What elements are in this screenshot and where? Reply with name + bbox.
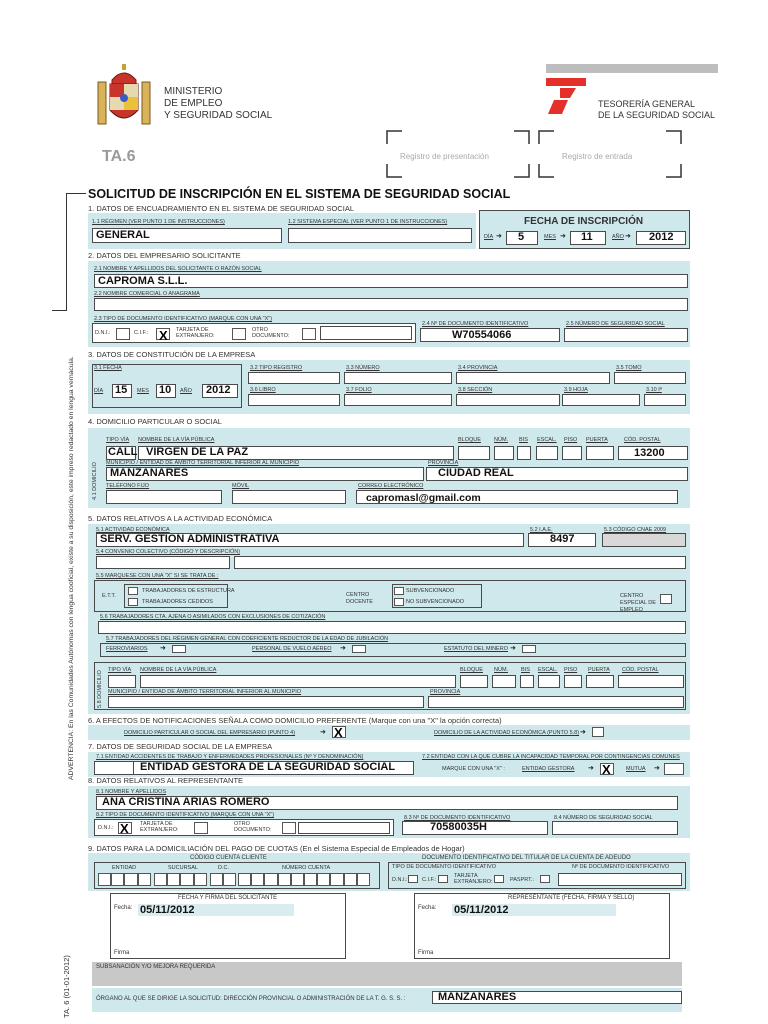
fecha-inscripcion-title: FECHA DE INSCRIPCIÓN xyxy=(524,216,644,227)
minero-checkbox[interactable] xyxy=(522,645,536,653)
ccc-entidad-label: ENTIDAD xyxy=(112,865,137,871)
s4-piso-label: PISO xyxy=(564,437,578,443)
s4-bloque-field[interactable] xyxy=(458,446,490,460)
registro-presentacion-box xyxy=(386,130,530,178)
otro-field[interactable] xyxy=(320,326,412,340)
s58-provincia-field[interactable] xyxy=(428,696,684,708)
c-mes-label: MES xyxy=(137,388,149,394)
dia-value: 5 xyxy=(518,231,525,243)
ccc-digit-cell[interactable] xyxy=(111,873,124,886)
opt1-mark: X xyxy=(334,725,343,740)
s4-provincia-value: CIUDAD REAL xyxy=(438,467,514,479)
t-num-doc-field[interactable] xyxy=(558,873,682,886)
s58-provincia-label: PROVINCIA xyxy=(430,689,461,695)
tgss-logo xyxy=(546,78,586,116)
s4-bis-label: BIS xyxy=(519,437,528,443)
otro-label: OTRO DOCUMENTO: xyxy=(252,327,290,339)
rep-num-doc-value: 70580035H xyxy=(430,821,487,833)
ins-label: 3.10 Iª xyxy=(646,387,662,393)
iae-value: 8497 xyxy=(550,533,575,545)
gestora-arrow-icon: ➜ xyxy=(588,765,594,772)
signature-left-fecha-value: 05/11/2012 xyxy=(140,904,195,916)
treasury-name xyxy=(598,99,715,121)
rep-tarjeta-label: TARJETA DE EXTRANJERO: xyxy=(140,821,179,833)
subsanacion-label: SUBSANACIÓN Y/O MEJORA REQUERIDA xyxy=(96,964,216,970)
marque-label: MARQUE CON UNA "X" : xyxy=(442,766,505,772)
ccc-numero-label: NÚMERO CUENTA xyxy=(282,865,331,871)
form-id-2: (01-01-2012) xyxy=(62,955,71,999)
rep-tipo-doc-label: 8.2 TIPO DE DOCUMENTO IDENTIFICATIVO (MARQUE CON UNA "X") xyxy=(96,812,275,818)
s4-tipo-via-value: CALL xyxy=(108,446,138,458)
s4-bis-field[interactable] xyxy=(517,446,531,460)
s4-piso-field[interactable] xyxy=(562,446,582,460)
sec6-title: 6. A EFECTOS DE NOTIFICACIONES SEÑALA COMO DOMICILIO PREFERENTE (Marque con una "X" la opción correcta) xyxy=(88,716,502,725)
cif-mark: X xyxy=(159,328,168,343)
c-dia-label: DÍA xyxy=(94,388,104,394)
ccc-digit-cell[interactable] xyxy=(238,873,251,886)
s58-piso-label: PISO xyxy=(564,667,578,673)
rep-nombre-label: 8.1 NOMBRE Y APELLIDOS xyxy=(96,789,167,795)
t-dni-checkbox[interactable] xyxy=(408,875,418,883)
s58-bloque-field[interactable] xyxy=(460,675,488,688)
ccc-digit-cell[interactable] xyxy=(124,873,137,886)
convenio-field[interactable] xyxy=(96,556,230,569)
otro-checkbox[interactable] xyxy=(302,328,316,340)
s4-tipo-via-label: TIPO VÍA xyxy=(106,437,130,443)
ccc-digit-cell[interactable] xyxy=(251,873,264,886)
tarjeta-label: TARJETA DE EXTRANJERO: xyxy=(176,327,215,339)
hoja-label: 3.9 HOJA xyxy=(564,387,588,393)
dni-checkbox[interactable] xyxy=(116,328,130,340)
s4-escal-field[interactable] xyxy=(536,446,558,460)
convenio-label: 5.4 CONVENIO COLECTIVO (CÓDIGO Y DESCRIPCIÓN) xyxy=(96,549,241,555)
dia-label: DÍA xyxy=(484,234,494,240)
s4-cp-label: CÓD. POSTAL xyxy=(624,437,661,443)
centro-especial-label: CENTRO ESPECIAL DE EMPLEO xyxy=(620,593,656,613)
exclusiones-label: 5.6 TRABAJADORES CTA. AJENA O ASIMILADOS CON EXCLUSIONES DE COTIZACIÓN xyxy=(100,614,326,620)
ccc-digit-cell[interactable] xyxy=(317,873,330,886)
ccc-digit-cell[interactable] xyxy=(223,873,236,886)
s4-telefono-field[interactable] xyxy=(106,490,222,504)
ccc-sucursal-label: SUCURSAL xyxy=(168,865,198,871)
minero-arrow-icon: ➜ xyxy=(510,645,516,652)
s58-cp-field[interactable] xyxy=(618,675,684,688)
cnae-field[interactable] xyxy=(602,533,686,547)
centro-docente-label: CENTRO DOCENTE xyxy=(346,592,373,605)
sec5-title: 5. DATOS RELATIVOS A LA ACTIVIDAD ECONÓMICA xyxy=(88,514,273,523)
sec1-title: 1. DATOS DE ENCUADRAMIENTO EN EL SISTEMA DE SEGURIDAD SOCIAL xyxy=(88,204,355,213)
t-dni-label: D.N.I.: xyxy=(392,877,408,883)
ministry-line3: Y SEGURIDAD SOCIAL xyxy=(164,110,273,121)
no-subvencionado-checkbox[interactable] xyxy=(394,598,404,606)
opt2-label: DOMICILIO DE LA ACTIVIDAD ECONÓMICA (PUNTO 5.8) xyxy=(434,730,580,736)
seccion-label: 3.8 SECCIÓN xyxy=(458,387,493,393)
treasury-line1: TESORERÍA GENERAL xyxy=(598,99,696,109)
num-ss-field[interactable] xyxy=(564,328,688,342)
coat-of-arms xyxy=(92,62,156,132)
numero-label: 3.3 NÚMERO xyxy=(346,365,380,371)
ccc-digit-cell[interactable] xyxy=(167,873,180,886)
num-doc-titular-label: Nº DE DOCUMENTO IDENTIFICATIVO xyxy=(572,864,670,870)
hoja-field[interactable] xyxy=(562,394,640,406)
subvencionado-checkbox[interactable] xyxy=(394,587,404,595)
ins-field[interactable] xyxy=(644,394,686,406)
s4-provincia-label: PROVINCIA xyxy=(428,460,459,466)
fecha-constitucion-label: 3.1 FECHA xyxy=(94,365,122,371)
mutua-label: MUTUA xyxy=(626,766,646,772)
signature-left-fecha-label: Fecha: xyxy=(114,905,133,911)
registro-entrada-label: Registro de entrada xyxy=(562,152,633,161)
minero-label: ESTATUTO DEL MINERO xyxy=(444,646,508,652)
centro-especial-checkbox[interactable] xyxy=(660,594,672,604)
titular-label: DOCUMENTO IDENTIFICATIVO DEL TITULAR DE LA CUENTA DE ADEUDO xyxy=(422,855,631,861)
registro-presentacion-label: Registro de presentación xyxy=(400,152,489,161)
rep-dni-mark: X xyxy=(120,821,129,836)
s4-puerta-field[interactable] xyxy=(586,446,614,460)
s58-escal-label: ESCAL. xyxy=(538,667,558,673)
no-subvencionado-label: NO SUBVENCIONADO xyxy=(406,599,465,605)
t-tarjeta-label: TARJETA EXTRANJERO: xyxy=(454,873,493,885)
estructura-checkbox[interactable] xyxy=(128,587,138,595)
cedidos-label: TRABAJADORES CEDIDOS xyxy=(142,599,213,605)
ministry-line1: MINISTERIO xyxy=(164,86,223,97)
s4-num-field[interactable] xyxy=(494,446,514,460)
signature-left-box xyxy=(110,893,346,959)
c-anio-label: AÑO xyxy=(180,388,192,394)
coeficiente-group xyxy=(100,643,686,657)
actividad-value: SERV. GESTION ADMINISTRATIVA xyxy=(100,533,280,545)
opt2-arrow-icon: ➜ xyxy=(580,729,586,736)
ccc-digit-cell[interactable] xyxy=(154,873,167,886)
rep-num-ss-label: 8.4 NÚMERO DE SEGURIDAD SOCIAL xyxy=(554,815,653,821)
ccc-digit-cell[interactable] xyxy=(304,873,317,886)
mutua-arrow-icon: ➜ xyxy=(654,765,660,772)
libro-label: 3.6 LIBRO xyxy=(250,387,276,393)
registro-entrada-box xyxy=(538,130,682,178)
entidad-num-divider xyxy=(94,761,134,775)
side-note: ADVERTENCIA: En las Comunidades Autónomas con lengua cooficial, existe a su disposición, este impreso redactado en lengua vernácula. xyxy=(68,356,75,780)
c-dia-value: 15 xyxy=(115,384,128,396)
seccion-field[interactable] xyxy=(456,394,560,406)
tomo-label: 3.5 TOMO xyxy=(616,365,642,371)
cnae-label: 5.3 CÓDIGO CNAE 2009 xyxy=(604,527,667,533)
s58-cp-label: CÓD. POSTAL xyxy=(622,667,659,673)
bracket-tail xyxy=(52,310,67,311)
rep-num-ss-field[interactable] xyxy=(552,821,678,835)
ccc-digit-cell[interactable] xyxy=(344,873,357,886)
sec4-title: 4. DOMICILIO PARTICULAR O SOCIAL xyxy=(88,417,222,426)
iae-label: 5.2 I.A.E. xyxy=(530,527,553,533)
opt2-checkbox[interactable] xyxy=(592,727,604,737)
num-doc-label: 2.4 Nº DE DOCUMENTO IDENTIFICATIVO xyxy=(422,321,529,327)
dia-arrow-icon: ➜ xyxy=(496,233,502,240)
ministry-name xyxy=(164,86,272,122)
top-gray-bar xyxy=(546,64,718,73)
s58-nombre-via-label: NOMBRE DE LA VÍA PÚBLICA xyxy=(140,667,217,673)
c-anio-value: 2012 xyxy=(206,384,231,396)
ferroviarios-arrow-icon: ➜ xyxy=(160,645,166,652)
regimen-label: 1.1 RÉGIMEN (VER PUNTO 1 DE INSTRUCCIONES) xyxy=(92,219,225,225)
form-code: TA.6 xyxy=(102,148,136,165)
sec2-title: 2. DATOS DEL EMPRESARIO SOLICITANTE xyxy=(88,251,241,260)
t-pasaporte-checkbox[interactable] xyxy=(540,875,550,883)
s4-escal-label: ESCAL. xyxy=(537,437,557,443)
t-tarjeta-checkbox[interactable] xyxy=(494,875,504,883)
tarjeta-checkbox[interactable] xyxy=(232,328,246,340)
rep-otro-field[interactable] xyxy=(298,822,390,834)
s58-piso-field[interactable] xyxy=(564,675,582,688)
rep-num-doc-label: 8.3 Nº DE DOCUMENTO IDENTIFICATIVO xyxy=(404,815,511,821)
ccc-digit-cell[interactable] xyxy=(264,873,277,886)
tipo-doc-titular-label: TIPO DE DOCUMENTO IDENTIFICATIVO xyxy=(392,864,496,870)
rep-dni-label: D.N.I.: xyxy=(98,825,114,831)
s4-telefono-label: TELÉFONO FIJO xyxy=(106,483,150,489)
solicitante-label: 2.1 NOMBRE Y APELLIDOS DEL SOLICITANTE O RAZÓN SOCIAL xyxy=(94,266,262,272)
provincia-reg-field[interactable] xyxy=(456,372,610,384)
libro-field[interactable] xyxy=(248,394,340,406)
num-ss-label: 2.5 NÚMERO DE SEGURIDAD SOCIAL xyxy=(566,321,665,327)
signature-left-title: FECHA Y FIRMA DEL SOLICITANTE xyxy=(178,895,278,901)
s4-num-label: NÚM. xyxy=(494,437,509,443)
s58-num-field[interactable] xyxy=(492,675,516,688)
t-cif-checkbox[interactable] xyxy=(438,875,448,883)
mes-label: MES xyxy=(544,234,556,240)
provincia-reg-label: 3.4 PROVINCIA xyxy=(458,365,498,371)
tipo-registro-label: 3.2 TIPO REGISTRO xyxy=(250,365,303,371)
s58-bis-label: BIS xyxy=(521,667,530,673)
signature-right-firma-label: Firma xyxy=(418,950,434,956)
sec9-title: 9. DATOS PARA LA DOMICILIACIÓN DEL PAGO DE CUOTAS (En el Sistema Especial de Empleados de Hogar) xyxy=(88,844,465,853)
especial-field[interactable] xyxy=(288,228,472,243)
sec3-title: 3. DATOS DE CONSTITUCIÓN DE LA EMPRESA xyxy=(88,350,256,359)
treasury-line2: DE LA SEGURIDAD SOCIAL xyxy=(598,110,716,120)
s4-movil-label: MÓVIL xyxy=(232,483,250,489)
ccc-digit-cell[interactable] xyxy=(291,873,304,886)
folio-field[interactable] xyxy=(344,394,452,406)
s58-escal-field[interactable] xyxy=(538,675,560,688)
s58-num-label: NÚM. xyxy=(494,667,509,673)
vuelo-arrow-icon: ➜ xyxy=(340,645,346,652)
sec4-side-label: 4.1 DOMICILIO xyxy=(92,462,98,500)
s58-municipio-field[interactable] xyxy=(108,696,424,708)
s58-puerta-label: PUERTA xyxy=(588,667,610,673)
comercial-field[interactable] xyxy=(94,298,688,311)
s58-side-label: 5.8 DOMICILIO xyxy=(97,670,103,708)
ccc-digit-cell[interactable] xyxy=(194,873,207,886)
rep-otro-checkbox[interactable] xyxy=(282,822,296,834)
especial-label: 1.2 SISTEMA ESPECIAL (VER PUNTO 1 DE INSTRUCCIONES) xyxy=(288,219,448,225)
s4-via-value: VIRGEN DE LA PAZ xyxy=(146,446,249,458)
ccc-digit-cell[interactable] xyxy=(180,873,193,886)
ccc-digit-cell[interactable] xyxy=(210,873,223,886)
tipo-doc-label: 2.3 TIPO DE DOCUMENTO IDENTIFICATIVO (MARQUE CON UNA "X") xyxy=(94,316,273,322)
regimen-value: GENERAL xyxy=(96,229,150,241)
main-title: SOLICITUD DE INSCRIPCIÓN EN EL SISTEMA DE SEGURIDAD SOCIAL xyxy=(88,187,511,201)
anio-label: AÑO xyxy=(612,234,624,240)
numero-field[interactable] xyxy=(344,372,452,384)
anio-arrow-icon: ➜ xyxy=(625,233,631,240)
subvencionado-label: SUBVENCIONADO xyxy=(406,588,455,594)
c-mes-value: 10 xyxy=(159,384,172,396)
mutua-checkbox[interactable] xyxy=(664,763,684,775)
vuelo-label: PERSONAL DE VUELO AÉREO xyxy=(252,646,332,652)
ministry-line2: DE EMPLEO xyxy=(164,98,223,109)
s4-nombre-via-label: NOMBRE DE LA VÍA PÚBLICA xyxy=(138,437,215,443)
organo-value: MANZANARES xyxy=(438,991,517,1003)
signature-left-firma-label: Firma xyxy=(114,950,130,956)
solicitante-value: CAPROMA S.L.L. xyxy=(98,275,188,287)
t-cif-label: C.I.F.: xyxy=(422,877,437,883)
s58-via-field[interactable] xyxy=(140,675,456,688)
num-doc-value: W70554066 xyxy=(452,329,512,341)
ccc-dc-label: D.C. xyxy=(218,865,229,871)
rep-tarjeta-checkbox[interactable] xyxy=(194,822,208,834)
entidad-label: 7.1 ENTIDAD ACCIDENTES DE TRABAJO Y ENFERMEDADES PROFESIONALES (Nº Y DENOMINACIÓN) xyxy=(96,754,364,760)
s4-cp-value: 13200 xyxy=(634,447,665,459)
dni-label: D.N.I.: xyxy=(95,330,111,336)
coeficiente-label: 5.7 TRABAJADORES DEL RÉGIMEN GENERAL CON COEFICIENTE REDUCTOR DE LA EDAD DE JUBILACIÓN xyxy=(106,636,389,642)
mes-value: 11 xyxy=(581,231,593,243)
organo-label: ÓRGANO AL QUE SE DIRIGE LA SOLICITUD: DIRECCIÓN PROVINCIAL O ADMINISTRACIÓN DE LA T. G. S. S. : xyxy=(96,996,406,1002)
actividad-label: 5.1 ACTIVIDAD ECONÓMICA xyxy=(96,527,170,533)
gestora-mark: X xyxy=(602,762,611,777)
gestora-label: ENTIDAD GESTORA xyxy=(522,766,575,772)
tipo-registro-field[interactable] xyxy=(248,372,340,384)
s4-bloque-label: BLOQUE xyxy=(458,437,481,443)
ccc-digit-cell[interactable] xyxy=(138,873,151,886)
s58-tipo-via-field[interactable] xyxy=(108,675,136,688)
signature-right-fecha-label: Fecha: xyxy=(418,905,437,911)
ccc-label: CÓDIGO CUENTA CLIENTE xyxy=(190,855,267,861)
mes-arrow-icon: ➜ xyxy=(560,233,566,240)
s58-municipio-label: MUNICIPIO / ENTIDAD DE ÁMBITO TERRITORIAL INFERIOR AL MUNICIPIO xyxy=(108,689,302,695)
folio-label: 3.7 FOLIO xyxy=(346,387,372,393)
exclusiones-field[interactable] xyxy=(98,621,686,634)
signature-right-fecha-value: 05/11/2012 xyxy=(454,904,509,916)
ferroviarios-checkbox[interactable] xyxy=(172,645,186,653)
ferroviarios-label: FERROVIARIOS xyxy=(106,646,148,652)
ccc-digit-cell[interactable] xyxy=(330,873,343,886)
ett-label: E.T.T. xyxy=(102,593,116,599)
s4-correo-value: capromasl@gmail.com xyxy=(366,492,481,504)
vuelo-checkbox[interactable] xyxy=(352,645,366,653)
signature-right-title: REPRESENTANTE (FECHA, FIRMA Y SELLO) xyxy=(508,895,635,901)
form-id-1: TA. 6 xyxy=(62,1000,71,1018)
marquese-label: 5.5 MARQUESE CON UNA "X" SI SE TRATA DE : xyxy=(96,573,219,579)
cedidos-checkbox[interactable] xyxy=(128,598,138,606)
s58-bloque-label: BLOQUE xyxy=(460,667,483,673)
sec8-title: 8. DATOS RELATIVOS AL REPRESENTANTE xyxy=(88,776,244,785)
comercial-label: 2.2 NOMBRE COMERCIAL O ANAGRAMA xyxy=(94,291,200,297)
ccc-digit-cell[interactable] xyxy=(357,873,370,886)
t-pasaporte-label: PASPRT.: xyxy=(510,877,534,883)
convenio-desc-field[interactable] xyxy=(234,556,686,569)
s58-bis-field[interactable] xyxy=(520,675,534,688)
sec7-title: 7. DATOS DE SEGURIDAD SOCIAL DE LA EMPRESA xyxy=(88,742,273,751)
ccc-digit-cell[interactable] xyxy=(278,873,291,886)
ccc-digit-cell[interactable] xyxy=(98,873,111,886)
s4-correo-label: CORREO ELECTRÓNICO xyxy=(358,483,424,489)
s4-municipio-value: MANZANARES xyxy=(110,467,189,479)
s4-municipio-label: MUNICIPIO / ENTIDAD DE ÁMBITO TERRITORIAL INFERIOR AL MUNICIPIO xyxy=(106,460,300,466)
s58-puerta-field[interactable] xyxy=(586,675,614,688)
s4-movil-field[interactable] xyxy=(232,490,346,504)
opt1-arrow-icon: ➜ xyxy=(320,729,326,736)
it-label: 7.2 ENTIDAD CON LA QUE CUBRE LA INCAPACIDAD TEMPORAL POR CONTINGENCIAS COMUNES xyxy=(422,754,680,760)
rep-nombre-value: ANA CRISTINA ARIAS ROMERO xyxy=(102,796,270,808)
s58-tipo-via-label: TIPO VÍA xyxy=(108,667,132,673)
title-bracket xyxy=(66,193,86,311)
form-id xyxy=(62,955,71,1018)
entidad-value: ENTIDAD GESTORA DE LA SEGURIDAD SOCIAL xyxy=(140,761,396,773)
tomo-field[interactable] xyxy=(614,372,686,384)
rep-otro-label: OTRO DOCUMENTO: xyxy=(234,821,272,833)
opt1-label: DOMICILIO PARTICULAR O SOCIAL DEL EMPRESARIO (PUNTO 4) xyxy=(124,730,296,736)
anio-value: 2012 xyxy=(649,231,674,243)
signature-right-box xyxy=(414,893,670,959)
s4-puerta-label: PUERTA xyxy=(586,437,608,443)
estructura-label: TRABAJADORES DE ESTRUCTURA xyxy=(142,588,235,594)
cif-label: C.I.F.: xyxy=(134,330,149,336)
